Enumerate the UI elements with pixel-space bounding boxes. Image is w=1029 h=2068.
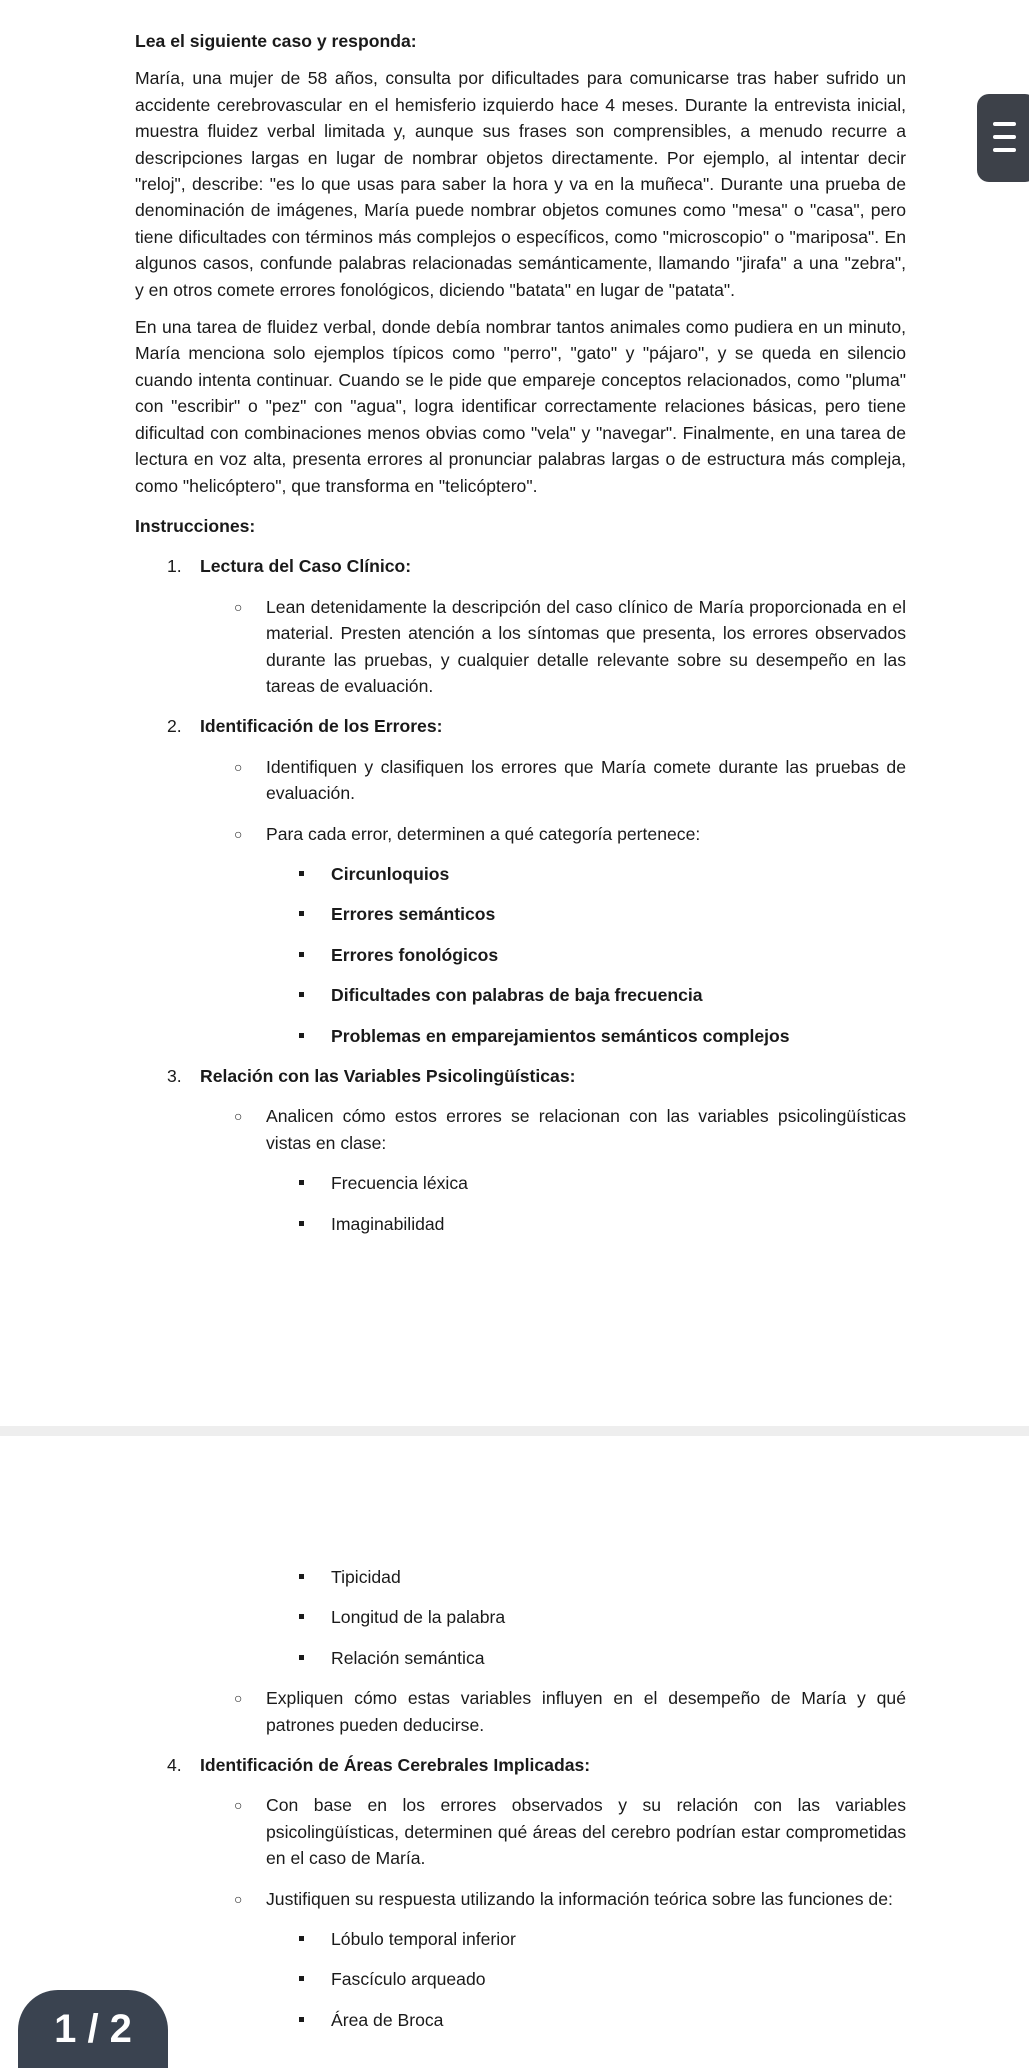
- section-3-number: 3.: [167, 1066, 182, 1086]
- section-2-title: [135, 713, 906, 739]
- category-semantic-errors: Errores semánticos: [331, 904, 496, 925]
- section-1-bullet-1: Lean detenidamente la descripción del caso clínico de María proporcionada en el material. Presten atención a los síntomas que presenta, los errores observados durante las pruebas, y cualquier detalle relevante sobre su desempeño en las tareas de evaluación.: [266, 596, 906, 696]
- variable-imageability: Imaginabilidad: [331, 1213, 445, 1234]
- section-4-label: Identificación de Áreas Cerebrales Implicadas:: [200, 1755, 591, 1776]
- section-2-bullet-1: Identifiquen y clasifiquen los errores que María comete durante las pruebas de evaluación.: [266, 756, 906, 804]
- menu-button[interactable]: [977, 94, 1029, 182]
- list-item: [135, 1604, 906, 1630]
- section-1-title: [135, 553, 906, 579]
- square-bullet-icon: [299, 1655, 304, 1660]
- section-1-number: 1.: [167, 556, 182, 577]
- case-paragraph-2: En una tarea de fluidez verbal, donde debía nombrar tantos animales como pudiera en un minuto, María menciona solo ejemplos típicos como "perro", "gato" y "pájaro", y se queda en silencio cuando intenta continuar. Cuando se le pide que empareje conceptos relacionados, como "pluma" con "escribir" o "pez" con "agua", logra identificar correctamente relaciones básicas, pero tiene dificultad con combinaciones menos obvias como "vela" y "navegar". Finalmente, en una tarea de lectura en voz alta, presenta errores al pronunciar palabras largas o de estructura más compleja, como "helicóptero", que transforma en "telicóptero".: [135, 317, 906, 496]
- list-item: [135, 1792, 906, 1871]
- hamburger-menu-icon: [993, 135, 1016, 139]
- square-bullet-icon: [299, 871, 304, 876]
- hamburger-menu-icon: [993, 148, 1016, 152]
- square-bullet-icon: [299, 2017, 304, 2022]
- section-2-number: 2.: [167, 716, 182, 737]
- square-bullet-icon: [299, 1936, 304, 1941]
- circle-bullet-icon: ○: [234, 1690, 243, 1707]
- list-item: [135, 1926, 906, 1952]
- square-bullet-icon: [299, 1574, 304, 1579]
- category-semantic-matching: Problemas en emparejamientos semánticos complejos: [331, 1025, 790, 1046]
- intro-heading: Lea el siguiente caso y responda:: [135, 31, 417, 51]
- circle-bullet-icon: ○: [234, 1108, 243, 1125]
- square-bullet-icon: [299, 1221, 304, 1226]
- section-4-bullet-2: Justifiquen su respuesta utilizando la información teórica sobre las funciones de:: [266, 1888, 893, 1909]
- list-item: [135, 1170, 906, 1196]
- section-2-bullet-2: Para cada error, determinen a qué categoría pertenece:: [266, 823, 701, 844]
- list-item: [135, 1645, 906, 1671]
- section-4-title: [135, 1752, 906, 1778]
- list-item: [135, 1211, 906, 1237]
- square-bullet-icon: [299, 1614, 304, 1619]
- circle-bullet-icon: ○: [234, 598, 243, 615]
- variable-typicality: Tipicidad: [331, 1567, 401, 1587]
- variable-frequency: Frecuencia léxica: [331, 1173, 468, 1194]
- category-low-frequency: Dificultades con palabras de baja frecuencia: [331, 985, 703, 1006]
- list-item: [135, 2007, 906, 2033]
- section-3-label: Relación con las Variables Psicolingüísticas:: [200, 1066, 576, 1086]
- area-temporal-lobe: Lóbulo temporal inferior: [331, 1929, 516, 1950]
- category-phonological-errors: Errores fonológicos: [331, 944, 499, 965]
- list-item: [135, 861, 906, 887]
- list-item: [135, 1966, 906, 1992]
- circle-bullet-icon: ○: [234, 1797, 243, 1814]
- section-1-label: Lectura del Caso Clínico:: [200, 556, 412, 577]
- list-item: [135, 1103, 906, 1156]
- circle-bullet-icon: ○: [234, 1890, 243, 1907]
- square-bullet-icon: [299, 952, 304, 957]
- page-indicator[interactable]: 1 / 2: [18, 1990, 168, 2068]
- circle-bullet-icon: ○: [234, 758, 243, 775]
- case-paragraph-1: María, una mujer de 58 años, consulta por dificultades para comunicarse tras haber sufrido un accidente cerebrovascular en el hemisferio izquierdo hace 4 meses. Durante la entrevista inicial, muestra fluidez verbal limitada y, aunque sus frases son comprensibles, a menudo recurre a descripciones largas en lugar de nombrar objetos directamente. Por ejemplo, al intentar decir "reloj", describe: "es lo que usas para saber la hora y va en la muñeca". Durante una prueba de denominación de imágenes, María puede nombrar objetos comunes como "mesa" o "casa", pero tiene dificultades con términos más complejos o específicos, como "microscopio" o "mariposa". En algunos casos, confunde palabras relacionadas semánticamente, llamando "jirafa" a una "zebra", y en otros comete errores fonológicos, diciendo "batata" en lugar de "patata".: [135, 68, 906, 300]
- section-3-title: [135, 1063, 906, 1089]
- list-item: [135, 1685, 906, 1738]
- square-bullet-icon: [299, 1180, 304, 1185]
- variable-semantic-relation: Relación semántica: [331, 1647, 485, 1668]
- section-3-bullet-2: Expliquen cómo estas variables influyen en el desempeño de María y qué patrones pueden deducirse.: [266, 1688, 906, 1735]
- list-item: [135, 1023, 906, 1049]
- hamburger-menu-icon: [993, 122, 1016, 126]
- area-arcuate-fasciculus: Fascículo arqueado: [331, 1969, 486, 1990]
- page-separator: [0, 1426, 1029, 1436]
- square-bullet-icon: [299, 1033, 304, 1038]
- square-bullet-icon: [299, 1976, 304, 1981]
- page-1-content: [135, 28, 906, 1237]
- square-bullet-icon: [299, 911, 304, 916]
- variable-word-length: Longitud de la palabra: [331, 1607, 506, 1628]
- list-item: [135, 942, 906, 968]
- document-page-2: [0, 1436, 1029, 2062]
- section-4-number: 4.: [167, 1755, 182, 1776]
- area-broca: Área de Broca: [331, 2009, 444, 2030]
- page-2-content: [135, 1564, 906, 2033]
- section-2-label: Identificación de los Errores:: [200, 716, 443, 737]
- square-bullet-icon: [299, 992, 304, 997]
- list-item: [135, 1564, 906, 1590]
- instructions-heading: Instrucciones:: [135, 515, 256, 536]
- list-item: [135, 594, 906, 700]
- circle-bullet-icon: ○: [234, 825, 243, 842]
- list-item: [135, 1886, 906, 1912]
- section-3-bullet-1: Analicen cómo estos errores se relacionan con las variables psicolingüísticas vistas en clase:: [266, 1106, 906, 1153]
- list-item: [135, 821, 906, 847]
- category-circunloquios: Circunloquios: [331, 863, 450, 884]
- list-item: [135, 754, 906, 807]
- list-item: [135, 901, 906, 927]
- list-item: [135, 982, 906, 1008]
- section-4-bullet-1: Con base en los errores observados y su relación con las variables psicolingüísticas, determinen qué áreas del cerebro podrían estar comprometidas en el caso de María.: [266, 1795, 906, 1869]
